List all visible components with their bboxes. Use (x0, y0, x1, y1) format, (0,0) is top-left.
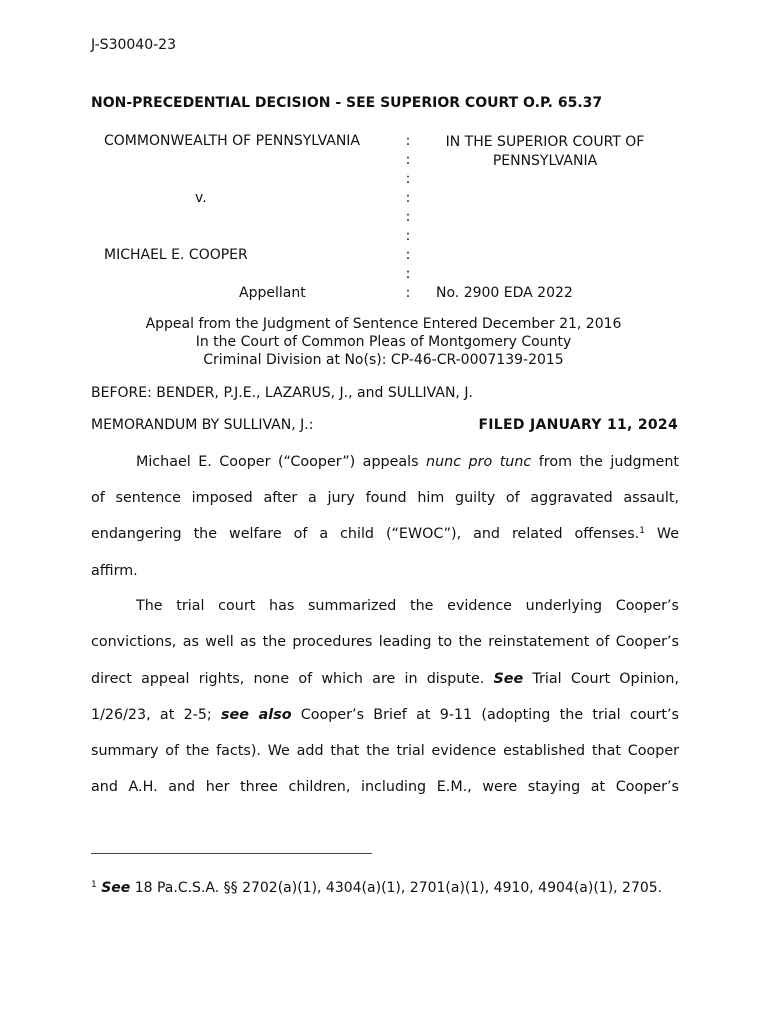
caption-colon: : (405, 247, 411, 263)
paragraph2-line2: convictions, as well as the procedures leading to the reinstatement of Cooper’s (91, 634, 679, 650)
caption-court (414, 133, 676, 171)
caption-colon: : (405, 266, 411, 282)
paragraph1-line4: affirm. (91, 563, 138, 579)
caption-role: Appellant (239, 285, 306, 301)
caption-colon: : (405, 152, 411, 168)
court-name-line2: PENNSYLVANIA (492, 153, 598, 169)
paragraph2-line3: direct appeal rights, none of which are in dispute. See Trial Court Opinion, (91, 671, 679, 687)
appeal-info-line1: Appeal from the Judgment of Sentence Entered December 21, 2016 (145, 316, 622, 332)
caption-party-appellant: MICHAEL E. COOPER (104, 247, 248, 263)
paragraph1-line3: endangering the welfare of a child (“EWOC”), and related offenses.$^1$ We (91, 526, 679, 542)
see-signal: See (493, 671, 524, 687)
panel-before: BEFORE: BENDER, P.J.E., LAZARUS, J., and SULLIVAN, J. (91, 385, 473, 401)
footnote-mark: 1 (91, 880, 97, 890)
nunc-pro-tunc-italic: nunc pro tunc (426, 454, 532, 470)
court-name-line1: IN THE SUPERIOR COURT OF (445, 134, 645, 150)
filed-date: FILED JANUARY 11, 2024 (478, 417, 678, 433)
footnote-see-signal: See (101, 880, 131, 896)
footnote-reference[interactable]: 1 (639, 526, 645, 536)
paragraph2-line1: The trial court has summarized the evidence underlying Cooper’s (136, 598, 679, 614)
appeal-info-line2: In the Court of Common Pleas of Montgomery County (195, 334, 572, 350)
footnote-divider (91, 853, 372, 854)
caption-colon: : (405, 133, 411, 149)
docket-number: J-S30040-23 (91, 37, 176, 53)
caption-colon: : (405, 209, 411, 225)
paragraph1-line2: of sentence imposed after a jury found him guilty of aggravated assault, (91, 490, 679, 506)
paragraph1-line1: Michael E. Cooper (“Cooper”) appeals nunc pro tunc from the judgment (136, 454, 679, 470)
paragraph2-line6: and A.H. and her three children, including E.M., were staying at Cooper’s (91, 779, 679, 795)
footnote-1 (91, 876, 681, 897)
caption-versus: v. (195, 190, 207, 206)
caption-colon: : (405, 285, 411, 301)
footnote-text: 18 Pa.C.S.A. §§ 2702(a)(1), 4304(a)(1), 2701(a)(1), 4910, 4904(a)(1), 2705. (130, 880, 663, 896)
decision-heading: NON-PRECEDENTIAL DECISION - SEE SUPERIOR COURT O.P. 65.37 (91, 95, 603, 111)
see-also-signal: see also (221, 707, 292, 723)
paragraph2-line4: 1/26/23, at 2-5; see also Cooper’s Brief at 9-11 (adopting the trial court’s (91, 707, 680, 723)
paragraph2-line5: summary of the facts). We add that the trial evidence established that Cooper (91, 743, 679, 759)
appeal-info-line3: Criminal Division at No(s): CP-46-CR-0007139-2015 (203, 352, 564, 368)
appeal-number: No. 2900 EDA 2022 (436, 285, 573, 301)
caption-colon: : (405, 228, 411, 244)
appeal-info (91, 315, 676, 369)
memorandum-author: MEMORANDUM BY SULLIVAN, J.: (91, 417, 314, 433)
caption-colon: : (405, 190, 411, 206)
caption-party-commonwealth: COMMONWEALTH OF PENNSYLVANIA (104, 133, 361, 149)
caption-colon: : (405, 171, 411, 187)
